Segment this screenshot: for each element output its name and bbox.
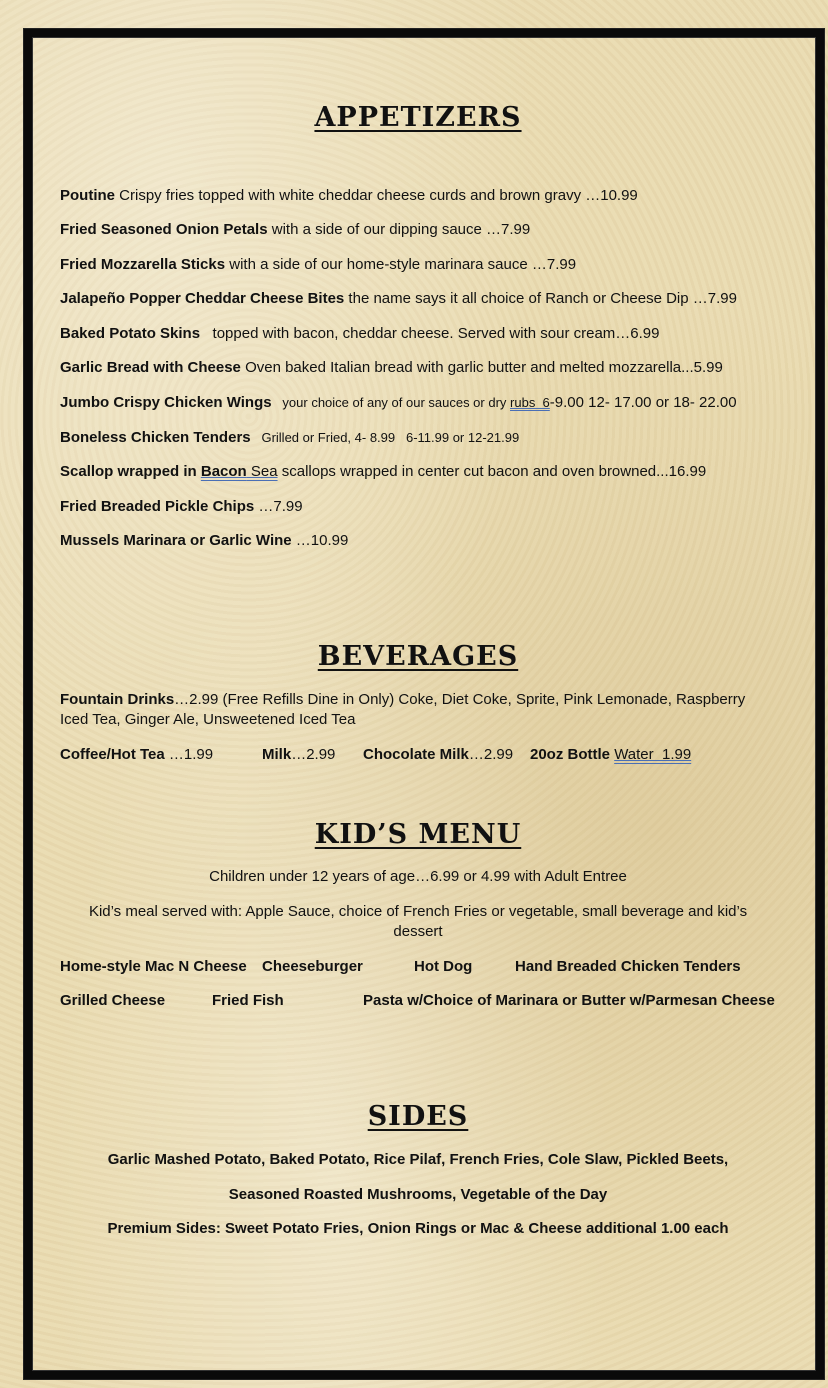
menu-item-mozzarella-sticks bbox=[60, 255, 776, 275]
item-name-bacon: Bacon bbox=[200, 463, 247, 480]
item-name: Milk bbox=[262, 746, 292, 763]
kids-items-row-2 bbox=[60, 991, 776, 1011]
kids-item: Pasta w/Choice of Marinara or Butter w/Parmesan Cheese bbox=[363, 992, 775, 1009]
item-name: Jumbo Crispy Chicken Wings bbox=[60, 394, 272, 411]
item-name: 20oz Bottle bbox=[530, 746, 615, 763]
menu-item-mussels bbox=[60, 531, 776, 551]
item-name: Boneless Chicken Tenders bbox=[60, 429, 251, 446]
item-desc: Oven baked Italian bread with garlic butter and melted mozzarella...5.99 bbox=[240, 359, 723, 376]
item-name: Fountain Drinks bbox=[60, 691, 175, 708]
item-name: Scallop wrapped in bbox=[60, 463, 201, 480]
beverages-heading bbox=[60, 641, 776, 673]
item-price: …1.99 bbox=[164, 746, 214, 763]
kids-menu-heading-text: KID’S MENU bbox=[314, 819, 522, 850]
menu-item-coffee bbox=[60, 745, 213, 765]
item-price: …2.99 bbox=[468, 746, 514, 763]
menu-item-scallops bbox=[60, 462, 776, 482]
item-name: Jalapeño Popper Cheddar Cheese Bites bbox=[60, 290, 345, 307]
appetizers-heading-text: APPETIZERS bbox=[314, 102, 522, 133]
item-name: Fried Breaded Pickle Chips bbox=[60, 498, 255, 515]
kids-menu-heading bbox=[60, 819, 776, 851]
appetizers-heading bbox=[60, 102, 776, 134]
item-desc-sea: Sea bbox=[246, 463, 278, 480]
beverage-row bbox=[60, 745, 776, 765]
menu-item-poutine bbox=[60, 186, 776, 206]
kids-item: Home-style Mac N Cheese bbox=[60, 958, 247, 975]
item-name: Mussels Marinara or Garlic Wine bbox=[60, 532, 292, 549]
item-desc: scallops wrapped in center cut bacon and oven browned...16.99 bbox=[277, 463, 707, 480]
item-name: Fried Mozzarella Sticks bbox=[60, 256, 226, 273]
menu-item-milk bbox=[262, 745, 335, 765]
kids-served-line: Kid’s meal served with: Apple Sauce, choice of French Fries or vegetable, small beverage and kid’s dessert bbox=[88, 903, 748, 940]
sides-line-1: Garlic Mashed Potato, Baked Potato, Rice Pilaf, French Fries, Cole Slaw, Pickled Beets, bbox=[107, 1151, 729, 1168]
item-desc: topped with bacon, cheddar cheese. Served with sour cream…6.99 bbox=[200, 325, 660, 342]
menu-item-potato-skins bbox=[60, 324, 776, 344]
item-name: Coffee/Hot Tea bbox=[60, 746, 165, 763]
kids-item: Hand Breaded Chicken Tenders bbox=[515, 958, 741, 975]
menu-item-pickle-chips bbox=[60, 497, 776, 517]
item-name: Baked Potato Skins bbox=[60, 325, 201, 342]
item-price: Water 1.99 bbox=[614, 746, 692, 763]
kids-item: Grilled Cheese bbox=[60, 992, 166, 1009]
item-desc: with a side of our dipping sauce …7.99 bbox=[267, 221, 531, 238]
menu-item-garlic-bread bbox=[60, 358, 776, 378]
menu-item-jalapeno-bites bbox=[60, 289, 776, 309]
sides-heading bbox=[60, 1101, 776, 1133]
item-name: Fried Seasoned Onion Petals bbox=[60, 221, 268, 238]
kids-age-line: Children under 12 years of age…6.99 or 4.99 with Adult Entree bbox=[209, 868, 627, 885]
item-desc: Crispy fries topped with white cheddar cheese curds and brown gravy …10.99 bbox=[115, 187, 638, 204]
menu-item-onion-petals bbox=[60, 220, 776, 240]
item-desc: …10.99 bbox=[291, 532, 349, 549]
item-desc-rubs: rubs 6 bbox=[510, 395, 550, 410]
sides-line-3: Premium Sides: Sweet Potato Fries, Onion Rings or Mac & Cheese additional 1.00 each bbox=[107, 1220, 729, 1237]
item-name: Garlic Bread with Cheese bbox=[60, 359, 241, 376]
item-desc: the name says it all choice of Ranch or Cheese Dip …7.99 bbox=[344, 290, 737, 307]
item-desc: your choice of any of our sauces or dry bbox=[271, 395, 511, 410]
item-name: Chocolate Milk bbox=[363, 746, 469, 763]
sides-line-2: Seasoned Roasted Mushrooms, Vegetable of the Day bbox=[228, 1186, 608, 1203]
beverages-heading-text: BEVERAGES bbox=[317, 641, 519, 672]
menu-item-fountain-drinks bbox=[60, 690, 776, 730]
menu-item-chicken-tenders bbox=[60, 428, 776, 448]
kids-items-row-1 bbox=[60, 957, 776, 977]
item-desc-prices: -9.00 12- 17.00 or 18- 22.00 bbox=[549, 394, 737, 411]
menu-item-water bbox=[530, 745, 691, 765]
sides-heading-text: SIDES bbox=[367, 1101, 469, 1132]
kids-item: Cheeseburger bbox=[262, 958, 363, 975]
item-desc: …2.99 (Free Refills Dine in Only) Coke, Diet Coke, Sprite, Pink Lemonade, Raspberry Iced Tea, Ginger Ale, Unsweetened Iced Tea bbox=[60, 691, 746, 728]
item-name: Poutine bbox=[60, 187, 115, 204]
item-desc: …7.99 bbox=[254, 498, 303, 515]
item-price: …2.99 bbox=[291, 746, 336, 763]
item-desc: with a side of our home-style marinara sauce …7.99 bbox=[225, 256, 577, 273]
menu-item-chicken-wings bbox=[60, 393, 776, 413]
kids-item: Hot Dog bbox=[414, 958, 473, 975]
kids-item: Fried Fish bbox=[212, 992, 284, 1009]
menu-item-chocolate-milk bbox=[363, 745, 513, 765]
item-desc: Grilled or Fried, 4- 8.99 6-11.99 or 12-21.99 bbox=[250, 430, 520, 445]
